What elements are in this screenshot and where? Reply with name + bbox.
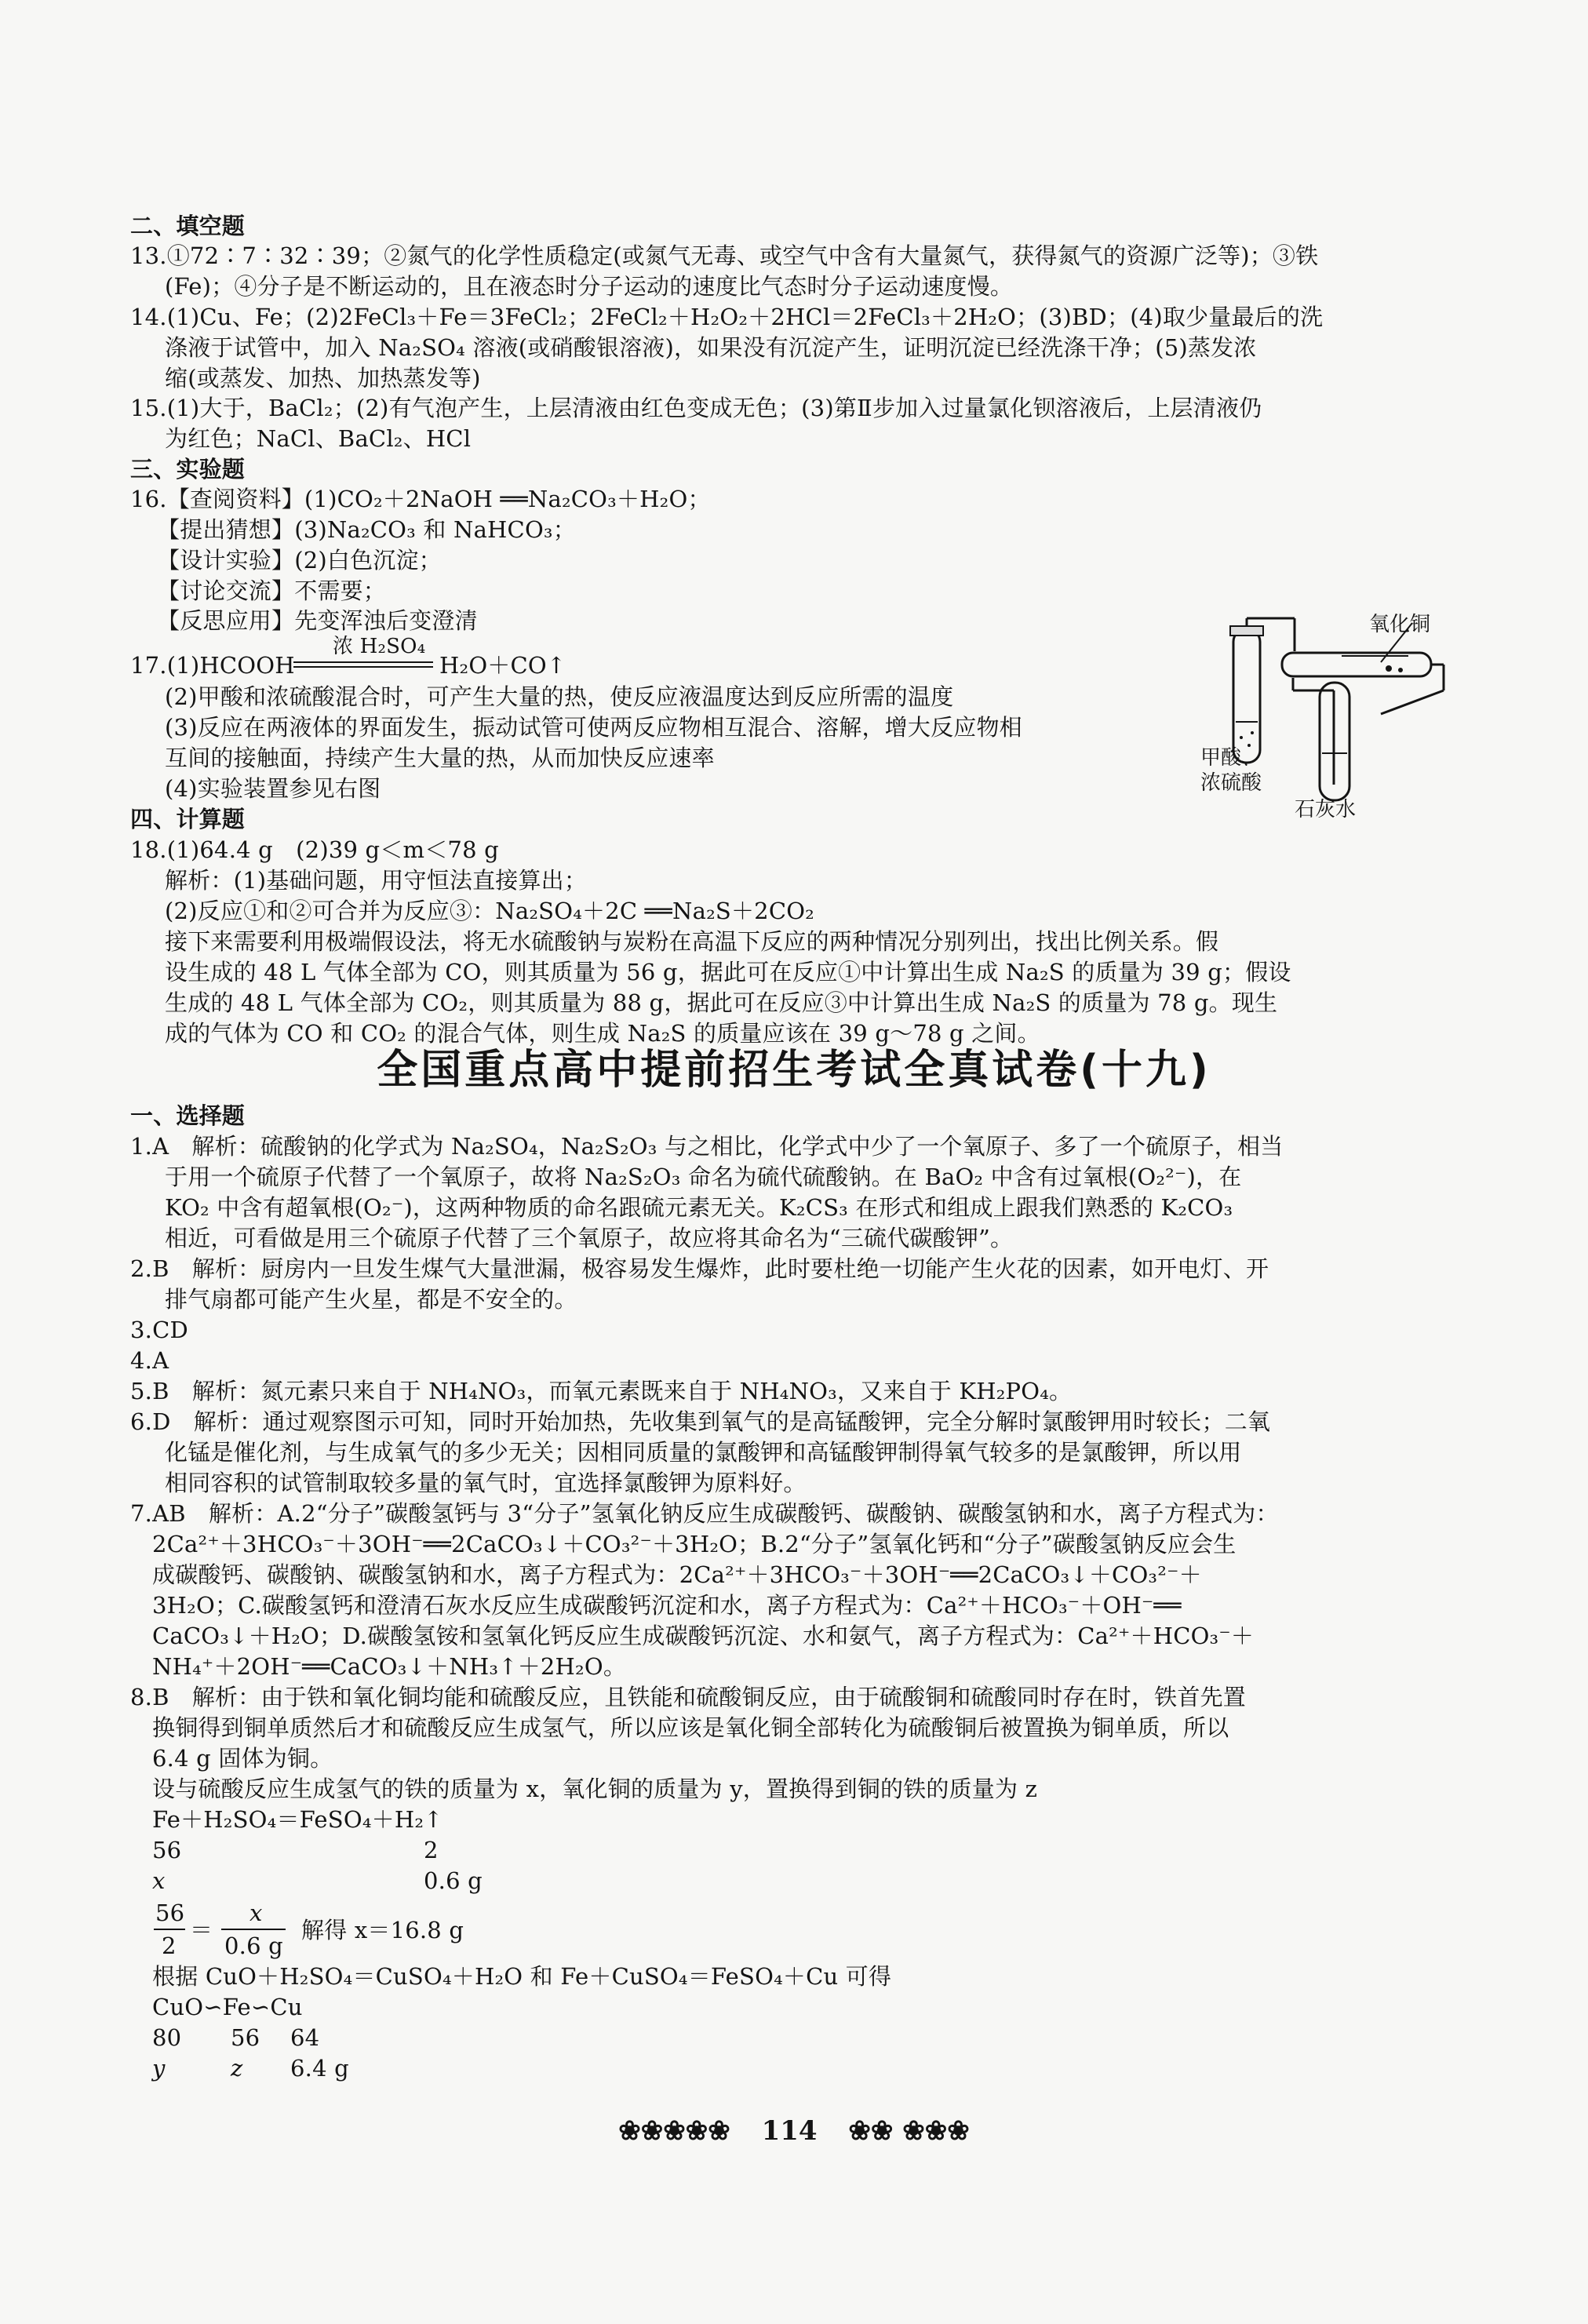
answer-line: 2Ca²⁺＋3HCO₃⁻＋3OH⁻══2CaCO₃↓＋CO₃²⁻＋3H₂O；B.2“分子”氢氧化钙和“分子”碳酸氢钠反应会生 bbox=[152, 1531, 1237, 1557]
answer-line: 根据 CuO＋H₂SO₄＝CuSO₄＋H₂O 和 Fe＋CuSO₄＝FeSO₄＋Cu 可得 bbox=[152, 1963, 892, 1990]
page-number: 114 bbox=[761, 2115, 818, 2147]
footer-decoration-left: ❀❀❀❀❀ bbox=[618, 2115, 730, 2147]
exam-title: 全国重点高中提前招生考试全真试卷(十九) bbox=[377, 1047, 1211, 1094]
calc-value: 64 bbox=[290, 2024, 320, 2051]
answer-line: 设与硫酸反应生成氢气的铁的质量为 x，氧化铜的质量为 y，置换得到铜的铁的质量为 z bbox=[152, 1776, 1038, 1802]
calc-value: 56 bbox=[231, 2024, 260, 2051]
equals-sign: ＝ bbox=[190, 1917, 213, 1943]
calc-value: 56 bbox=[152, 1837, 182, 1863]
answer-line: 解析：(1)基础问题，用守恒法直接算出； bbox=[165, 867, 588, 894]
answer-line: 于用一个硫原子代替了一个氧原子，故将 Na₂S₂O₃ 命名为硫代硫酸钠。在 BaO₂ 中含有过氧根(O₂²⁻)，在 bbox=[165, 1164, 1242, 1190]
answer-line: NH₄⁺＋2OH⁻══CaCO₃↓＋NH₃↑＋2H₂O。 bbox=[152, 1653, 627, 1680]
answer-line: 【讨论交流】不需要； bbox=[157, 577, 387, 604]
answer-line: 8.B 解析：由于铁和氧化铜均能和硫酸反应，且铁能和硫酸铜反应，由于硫酸铜和硫酸同时存在时，铁首先置 bbox=[130, 1684, 1246, 1710]
answer-line: 相同容积的试管制取较多量的氧气时，宜选择氯酸钾为原料好。 bbox=[165, 1470, 807, 1496]
footer-decoration-right: ❀❀ ❀❀❀ bbox=[848, 2115, 970, 2147]
answer-line: 3H₂O；C.碳酸氢钙和澄清石灰水反应生成碳酸钙沉淀和水，离子方程式为：Ca²⁺＋HCO₃⁻＋OH⁻══ bbox=[152, 1592, 1182, 1619]
reaction-condition: 浓 H₂SO₄ bbox=[333, 635, 426, 658]
answer-line: (3)反应在两液体的界面发生，振动试管可使两反应物相互混合、溶解，增大反应物相 bbox=[165, 714, 1022, 741]
fraction-denominator: 2 bbox=[162, 1932, 177, 1959]
answer-line: 换铜得到铜单质然后才和硫酸反应生成氢气，所以应该是氧化铜全部转化为硫酸铜后被置换为铜单质，所以 bbox=[152, 1714, 1229, 1741]
apparatus-label-limewater: 石灰水 bbox=[1295, 798, 1357, 821]
calc-value: 80 bbox=[152, 2024, 182, 2051]
calc-variable: y bbox=[152, 2055, 166, 2082]
answer-line: 涤液于试管中，加入 Na₂SO₄ 溶液(或硝酸银溶液)，如果没有沉淀产生，证明沉淀已经洗涤干净；(5)蒸发浓 bbox=[165, 334, 1257, 361]
section-heading-fill: 二、填空题 bbox=[130, 213, 246, 239]
answer-line: 为红色；NaCl、BaCl₂、HCl bbox=[165, 425, 472, 452]
answer-line: H₂O＋CO↑ bbox=[439, 652, 566, 679]
answer-line: 设生成的 48 L 气体全部为 CO，则其质量为 56 g，据此可在反应①中计算出生成 Na₂S 的质量为 39 g；假设 bbox=[165, 959, 1291, 985]
section-heading-choice: 一、选择题 bbox=[130, 1102, 246, 1129]
answer-line: 化锰是催化剂，与生成氧气的多少无关；因相同质量的氯酸钾和高锰酸钾制得氧气较多的是氯酸钾，所以用 bbox=[165, 1439, 1242, 1466]
fraction-numerator: 56 bbox=[155, 1900, 185, 1926]
section-heading-calc: 四、计算题 bbox=[130, 806, 246, 832]
answer-line: 17.(1)HCOOH bbox=[130, 652, 295, 679]
answer-line: 【反思应用】先变浑浊后变澄清 bbox=[157, 607, 478, 634]
answer-line: 成碳酸钙、碳酸钠、碳酸氢钠和水，离子方程式为：2Ca²⁺＋3HCO₃⁻＋3OH⁻══2CaCO₃↓＋CO₃²⁻＋ bbox=[152, 1561, 1202, 1588]
answer-line: 7.AB 解析：A.2“分子”碳酸氢钙与 3“分子”氢氧化钠反应生成碳酸钙、碳酸钠、碳酸氢钠和水，离子方程式为： bbox=[130, 1500, 1279, 1527]
fraction-denominator: 0.6 g bbox=[224, 1932, 283, 1959]
answer-line: 13.①72∶7∶32∶39；②氮气的化学性质稳定(或氮气无毒、或空气中含有大量氮气，获得氮气的资源广泛等)；③铁 bbox=[130, 242, 1319, 269]
reaction-arrow bbox=[292, 657, 436, 673]
answer-line: 生成的 48 L 气体全部为 CO₂，则其质量为 88 g，据此可在反应③中计算出生成 Na₂S 的质量为 78 g。现生 bbox=[165, 989, 1278, 1016]
answer-line: 16.【查阅资料】(1)CO₂＋2NaOH ══Na₂CO₃＋H₂O； bbox=[130, 486, 711, 512]
calc-variable: x bbox=[152, 1867, 166, 1894]
page-footer bbox=[0, 2114, 1588, 2148]
calc-variable: z bbox=[231, 2055, 243, 2082]
answer-line: (Fe)；④分子是不断运动的，且在液态时分子运动的速度比气态时分子运动速度慢。 bbox=[165, 273, 1014, 300]
answer-line: 相近，可看做是用三个硫原子代替了三个氧原子，故应将其命名为“三硫代碳酸钾”。 bbox=[165, 1225, 1014, 1251]
answer-line: 6.D 解析：通过观察图示可知，同时开始加热，先收集到氧气的是高锰酸钾，完全分解时氯酸钾用时较长；二氧 bbox=[130, 1408, 1271, 1435]
answer-line: 3.CD bbox=[130, 1317, 188, 1343]
answer-line: 2.B 解析：厨房内一旦发生煤气大量泄漏，极容易发生爆炸，此时要杜绝一切能产生火花的因素，如开电灯、开 bbox=[130, 1255, 1269, 1282]
answer-line: Fe＋H₂SO₄＝FeSO₄＋H₂↑ bbox=[152, 1806, 443, 1833]
answer-line: CuO∽Fe∽Cu bbox=[152, 1994, 303, 2020]
fraction-numerator: x bbox=[249, 1900, 263, 1926]
answer-line: 6.4 g 固体为铜。 bbox=[152, 1745, 333, 1772]
answer-line: KO₂ 中含有超氧根(O₂⁻)，这两种物质的命名跟硫元素无关。K₂CS₃ 在形式和组成上跟我们熟悉的 K₂CO₃ bbox=[165, 1194, 1233, 1221]
calc-value: 0.6 g bbox=[424, 1867, 483, 1894]
answer-line: 1.A 解析：硫酸钠的化学式为 Na₂SO₄，Na₂S₂O₃ 与之相比，化学式中少了一个氧原子、多了一个硫原子，相当 bbox=[130, 1133, 1284, 1160]
answer-line: (2)甲酸和浓硫酸混合时，可产生大量的热，使反应液温度达到反应所需的温度 bbox=[165, 683, 954, 710]
answer-line: 14.(1)Cu、Fe；(2)2FeCl₃＋Fe＝3FeCl₂；2FeCl₂＋H₂O₂＋2HCl＝2FeCl₃＋2H₂O；(3)BD；(4)取少量最后的洗 bbox=[130, 304, 1324, 330]
answer-line: 【提出猜想】(3)Na₂CO₃ 和 NaHCO₃； bbox=[157, 516, 576, 543]
answer-line: 5.B 解析：氮元素只来自于 NH₄NO₃，而氧元素既来自于 NH₄NO₃，又来自于 KH₂PO₄。 bbox=[130, 1378, 1073, 1404]
apparatus-label-sulfuric-acid: 浓硫酸 bbox=[1200, 771, 1262, 795]
answer-line: 互间的接触面，持续产生大量的热，从而加快反应速率 bbox=[165, 745, 715, 771]
answer-line: 18.(1)64.4 g (2)39 g＜m＜78 g bbox=[130, 836, 499, 863]
solve-result: 解得 x＝16.8 g bbox=[301, 1917, 464, 1943]
answer-line: 成的气体为 CO 和 CO₂ 的混合气体，则生成 Na₂S 的质量应该在 39 g～78 g 之间。 bbox=[165, 1020, 1040, 1047]
answer-line: 【设计实验】(2)白色沉淀； bbox=[157, 547, 442, 574]
apparatus-label-formic-acid: 甲酸、 bbox=[1200, 746, 1262, 770]
answer-line: (4)实验装置参见右图 bbox=[165, 775, 381, 802]
answer-line: 接下来需要利用极端假设法，将无水硫酸钠与炭粉在高温下反应的两种情况分别列出，找出比例关系。假 bbox=[165, 928, 1219, 955]
apparatus-label-copper-oxide: 氧化铜 bbox=[1369, 613, 1431, 636]
answer-line: 15.(1)大于，BaCl₂；(2)有气泡产生，上层清液由红色变成无色；(3)第Ⅱ步加入过量氯化钡溶液后，上层清液仍 bbox=[130, 395, 1262, 421]
calc-value: 6.4 g bbox=[290, 2055, 349, 2082]
answer-line: 4.A bbox=[130, 1347, 169, 1374]
answer-line: 排气扇都可能产生火星，都是不安全的。 bbox=[165, 1286, 577, 1313]
calc-value: 2 bbox=[424, 1837, 439, 1863]
section-heading-experiment: 三、实验题 bbox=[130, 456, 246, 483]
answer-line: CaCO₃↓＋H₂O；D.碳酸氢铵和氢氧化钙反应生成碳酸钙沉淀、水和氨气，离子方程式为：Ca²⁺＋HCO₃⁻＋ bbox=[152, 1623, 1255, 1649]
answer-line: (2)反应①和②可合并为反应③：Na₂SO₄＋2C ══Na₂S＋2CO₂ bbox=[165, 898, 815, 924]
answer-line: 缩(或蒸发、加热、加热蒸发等) bbox=[165, 365, 481, 392]
